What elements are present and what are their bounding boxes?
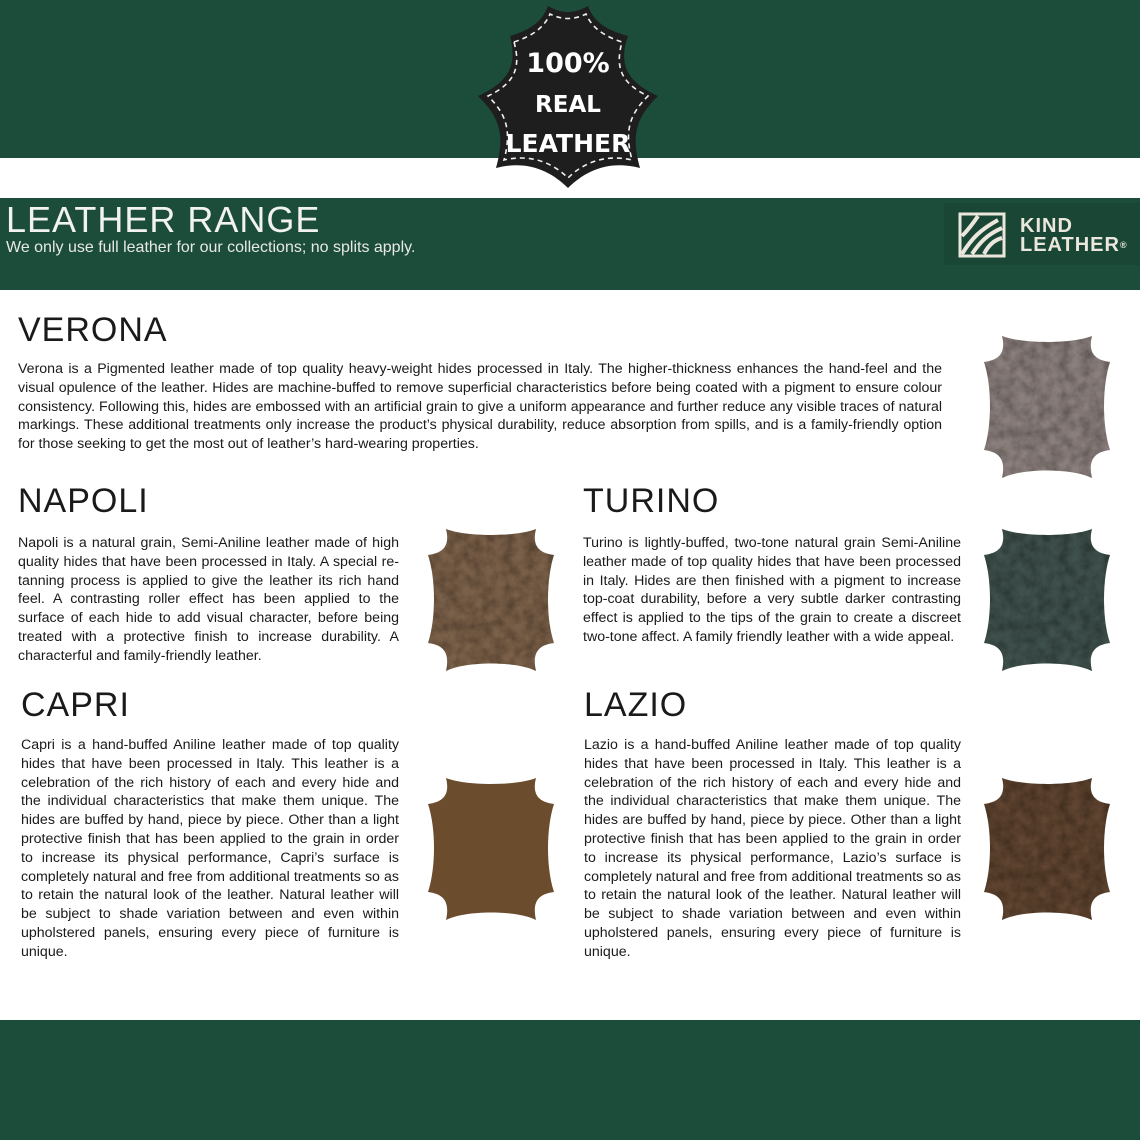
registered-mark: ®	[1119, 240, 1128, 250]
lazio-swatch	[982, 770, 1112, 926]
verona-title: VERONA	[18, 311, 168, 349]
capri-title: CAPRI	[21, 686, 130, 724]
range-title: LEATHER RANGE	[6, 199, 321, 240]
turino-swatch	[982, 521, 1112, 677]
real-leather-badge	[470, 0, 666, 192]
napoli-title: NAPOLI	[18, 482, 149, 520]
bottom-banner	[0, 1020, 1140, 1140]
brand-word-kind: KIND	[1020, 215, 1073, 237]
verona-swatch	[982, 328, 1112, 484]
brand-word-leather	[1020, 234, 1128, 256]
kind-leather-mark-icon	[958, 208, 1008, 260]
lazio-title: LAZIO	[584, 686, 688, 724]
capri-description: Capri is a hand-buffed Aniline leather made of top quality hides that have been processed in Italy. This leather is a celebration of the rich history of each and every hide and the individual characteristics that make them unique. The hides are buffed by hand, piece by piece. Other than a light protective finish that has been applied to the grain in order to increase its physical performance, Capri’s surface is completely natural and free from additional treatments so as to retain the natural look of the leather. Natural leather will be subject to shade variation between and even within upholstered panels, ensuring every piece of furniture is unique.	[21, 737, 399, 960]
badge-line-2: REAL	[535, 92, 601, 118]
brand-word-leather-text: LEATHER	[1020, 234, 1120, 256]
kind-leather-logo	[944, 203, 1140, 265]
napoli-description: Napoli is a natural grain, Semi-Aniline leather made of high quality hides that have been processed in Italy. A special re-tanning process is applied to give the leather its rich hand feel. A contrasting roller effect has been applied to the surface of each hide to add visual character, before being treated with a protective finish to increase durability. A characterful and family-friendly leather.	[18, 535, 399, 664]
badge-line-1: 100%	[526, 48, 610, 79]
capri-swatch	[426, 770, 556, 926]
turino-title: TURINO	[583, 482, 720, 520]
napoli-swatch	[426, 521, 556, 677]
lazio-description: Lazio is a hand-buffed Aniline leather made of top quality hides that have been processed in Italy. This leather is a celebration of the rich history of each and every hide and the individual characteristics that make them unique. The hides are buffed by hand, piece by piece. Other than a light protective finish that has been applied to the grain in order to increase its physical performance, Lazio’s surface is completely natural and free from additional treatments so as to retain the natural look of the leather. Natural leather will be subject to shade variation between and even within upholstered panels, ensuring every piece of furniture is unique.	[584, 737, 961, 960]
range-subtitle: We only use full leather for our collections; no splits apply.	[6, 239, 416, 256]
verona-description: Verona is a Pigmented leather made of top quality heavy-weight hides processed in Italy. The higher-thickness enhances the hand-feel and the visual opulence of the leather. Hides are machine-buffed to remove superficial characteristics before being coated with a pigment to ensure colour consistency. Following this, hides are embossed with an artificial grain to give a uniform appearance and further reduce any visible traces of natural markings. These additional treatments only increase the product’s physical durability, reduce absorption from spills, and is a family-friendly option for those seeking to get the most out of leather’s hard-wearing properties.	[18, 361, 942, 453]
turino-description: Turino is lightly-buffed, two-tone natural grain Semi-Aniline leather made of top quality hides that have been processed in Italy. Hides are then finished with a pigment to increase top-coat durability, before a very subtle darker contrasting effect is applied to the tips of the grain to create a discreet two-tone affect. A family friendly leather with a wide appeal.	[583, 535, 961, 645]
badge-line-3: LEATHER	[505, 129, 631, 158]
